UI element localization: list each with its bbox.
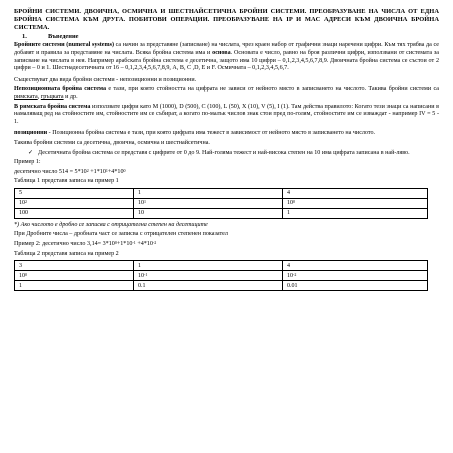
table-cell: 0.1	[134, 281, 283, 291]
table-cell: 0.01	[283, 281, 428, 291]
table-cell: 4	[283, 261, 428, 271]
table-cell: $10^1$	[134, 198, 283, 208]
roman-paragraph: В римската бройна система използвате цифри като M (1000), D (500), C (100), L (50), X (10), V (5), I (1). Там действа правилото: Когато тези знаци са написани в намаляващ ред на стойностите им, стойностите им се събират, а когато по-малък числов знак стои пред по-голям, стойностите им се изваждат - например IV = 5 - 1.	[14, 103, 439, 125]
table-cell: 100	[15, 208, 134, 218]
table-cell: $10^0$	[283, 198, 428, 208]
table-cell: 1	[134, 261, 283, 271]
positional-kinds: Такива бройни системи са десетична, двоична, осмична и шестнайсетична.	[14, 139, 210, 146]
table-cell: 10	[134, 208, 283, 218]
table-row	[15, 198, 428, 208]
table-cell: 3	[15, 261, 134, 271]
types-paragraph: Съществуват два вида бройни системи - непозиционни и позиционни.	[14, 76, 197, 83]
table-cell: 5	[15, 188, 134, 198]
table-cell: $10^2$	[15, 198, 134, 208]
example2-formula: Пример 2: десетично число $3,14= 3*10^0+1*10^{-1} +4*10^{-2}$	[14, 240, 157, 248]
bullet-item	[28, 150, 439, 158]
fraction-line: При Дробните числа – дробната част се записва с отрицателен степенен показател	[14, 231, 228, 238]
table-cell: $10^0$	[15, 271, 134, 281]
table-cell: $10^{-1}$	[134, 271, 283, 281]
table-row	[15, 188, 428, 198]
example1-label: Пример 1:	[14, 159, 41, 166]
table-cell: 1	[134, 188, 283, 198]
table-cell: 4	[283, 188, 428, 198]
roman-term: В римската бройна система	[14, 103, 91, 110]
table-row	[15, 261, 428, 271]
intro-paragraph: Бройните системи (numeral systems) са начин за представяне (записване) на числата, чрез краен набор от графични знаци наречени цифри. Към тях трябва да се добавят и правила за представяне на числата. Всяка бройна система има и основа. Основата е число, равно на броя различни цифри, използвани от системата за записване на числата в нея. Например арабската бройна система е десетична, защото има 10 цифри – 0,1,2,3,4,5,6,7,8,9. Двоичната бройна система се състои от 2 цифри – 0 и 1. Шестнадесетичната от 16 – 0,1,2,3,4,5,6,7,8,9, A, B, C ,D, E и F. Осмичната – 0,1,2,3,4,5,6,7.	[14, 42, 439, 72]
table-2	[14, 260, 428, 291]
table-cell: 1	[15, 281, 134, 291]
section-number: 1.	[22, 33, 27, 41]
table-cell: $10^{-2}$	[283, 271, 428, 281]
table-row	[15, 271, 428, 281]
checkmark-icon: ✓	[28, 149, 34, 156]
bullet-text: Десетичната бройна система се представя с цифрите от 0 до 9. Най-голяма тежест и най-висока степен на 10 има цифрата записана в най-ляво.	[38, 149, 410, 156]
base-term: основа	[212, 49, 231, 56]
nonpositional-term: Непозиционната бройна система	[14, 86, 107, 93]
table-row	[15, 208, 428, 218]
section-label: Въведение	[48, 33, 79, 41]
positional-paragraph: позиционни - Позиционна бройна система е тази, при която цифрата има тежест в зависимост от нейното място в записването на числото.	[14, 130, 376, 137]
section-heading	[14, 33, 439, 41]
table-row	[15, 281, 428, 291]
intro-term: Бройните системи (numeral systems)	[14, 42, 114, 49]
fraction-note: *) Ако числото е дробно се записва с отрицателна степен на десетиците	[14, 221, 208, 228]
nonpositional-paragraph: Непозиционната бройна система е тази, при която стойността на цифрата не зависи от нейното място в записването на числото. Такива бройни системи са римската, гръцката и др.	[14, 86, 439, 100]
positional-term: позиционни	[14, 130, 48, 137]
table1-caption: Таблица 1 представя записа на пример 1	[14, 178, 119, 185]
table-cell: 1	[283, 208, 428, 218]
table-1	[14, 188, 428, 219]
document-title: БРОЙНИ СИСТЕМИ. ДВОИЧНА, ОСМИЧНА И ШЕСТНАЙСЕТИЧНА БРОЙНИ СИСТЕМИ. ПРЕОБРАЗУВАНЕ НА ЧИСЛА ОТ ЕДНА БРОЙНА СИСТЕМА КЪМ ДРУГА. ПОБИТОВИ ОПЕРАЦИИ. ПРЕОБРАЗУВАНЕ НА IP И MAC АДРЕСИ КЪМ ДВОИЧНА БРОЙНА СИСТЕМА.	[14, 8, 439, 31]
table2-caption: Таблица 2 представя записа на пример 2	[14, 250, 119, 257]
greek-link[interactable]: гръцката	[40, 93, 64, 100]
example1-formula: десетично число $514 = 5*10^2 +1*10^1+4*10^0$	[14, 167, 126, 175]
roman-link[interactable]: римската	[14, 93, 38, 100]
